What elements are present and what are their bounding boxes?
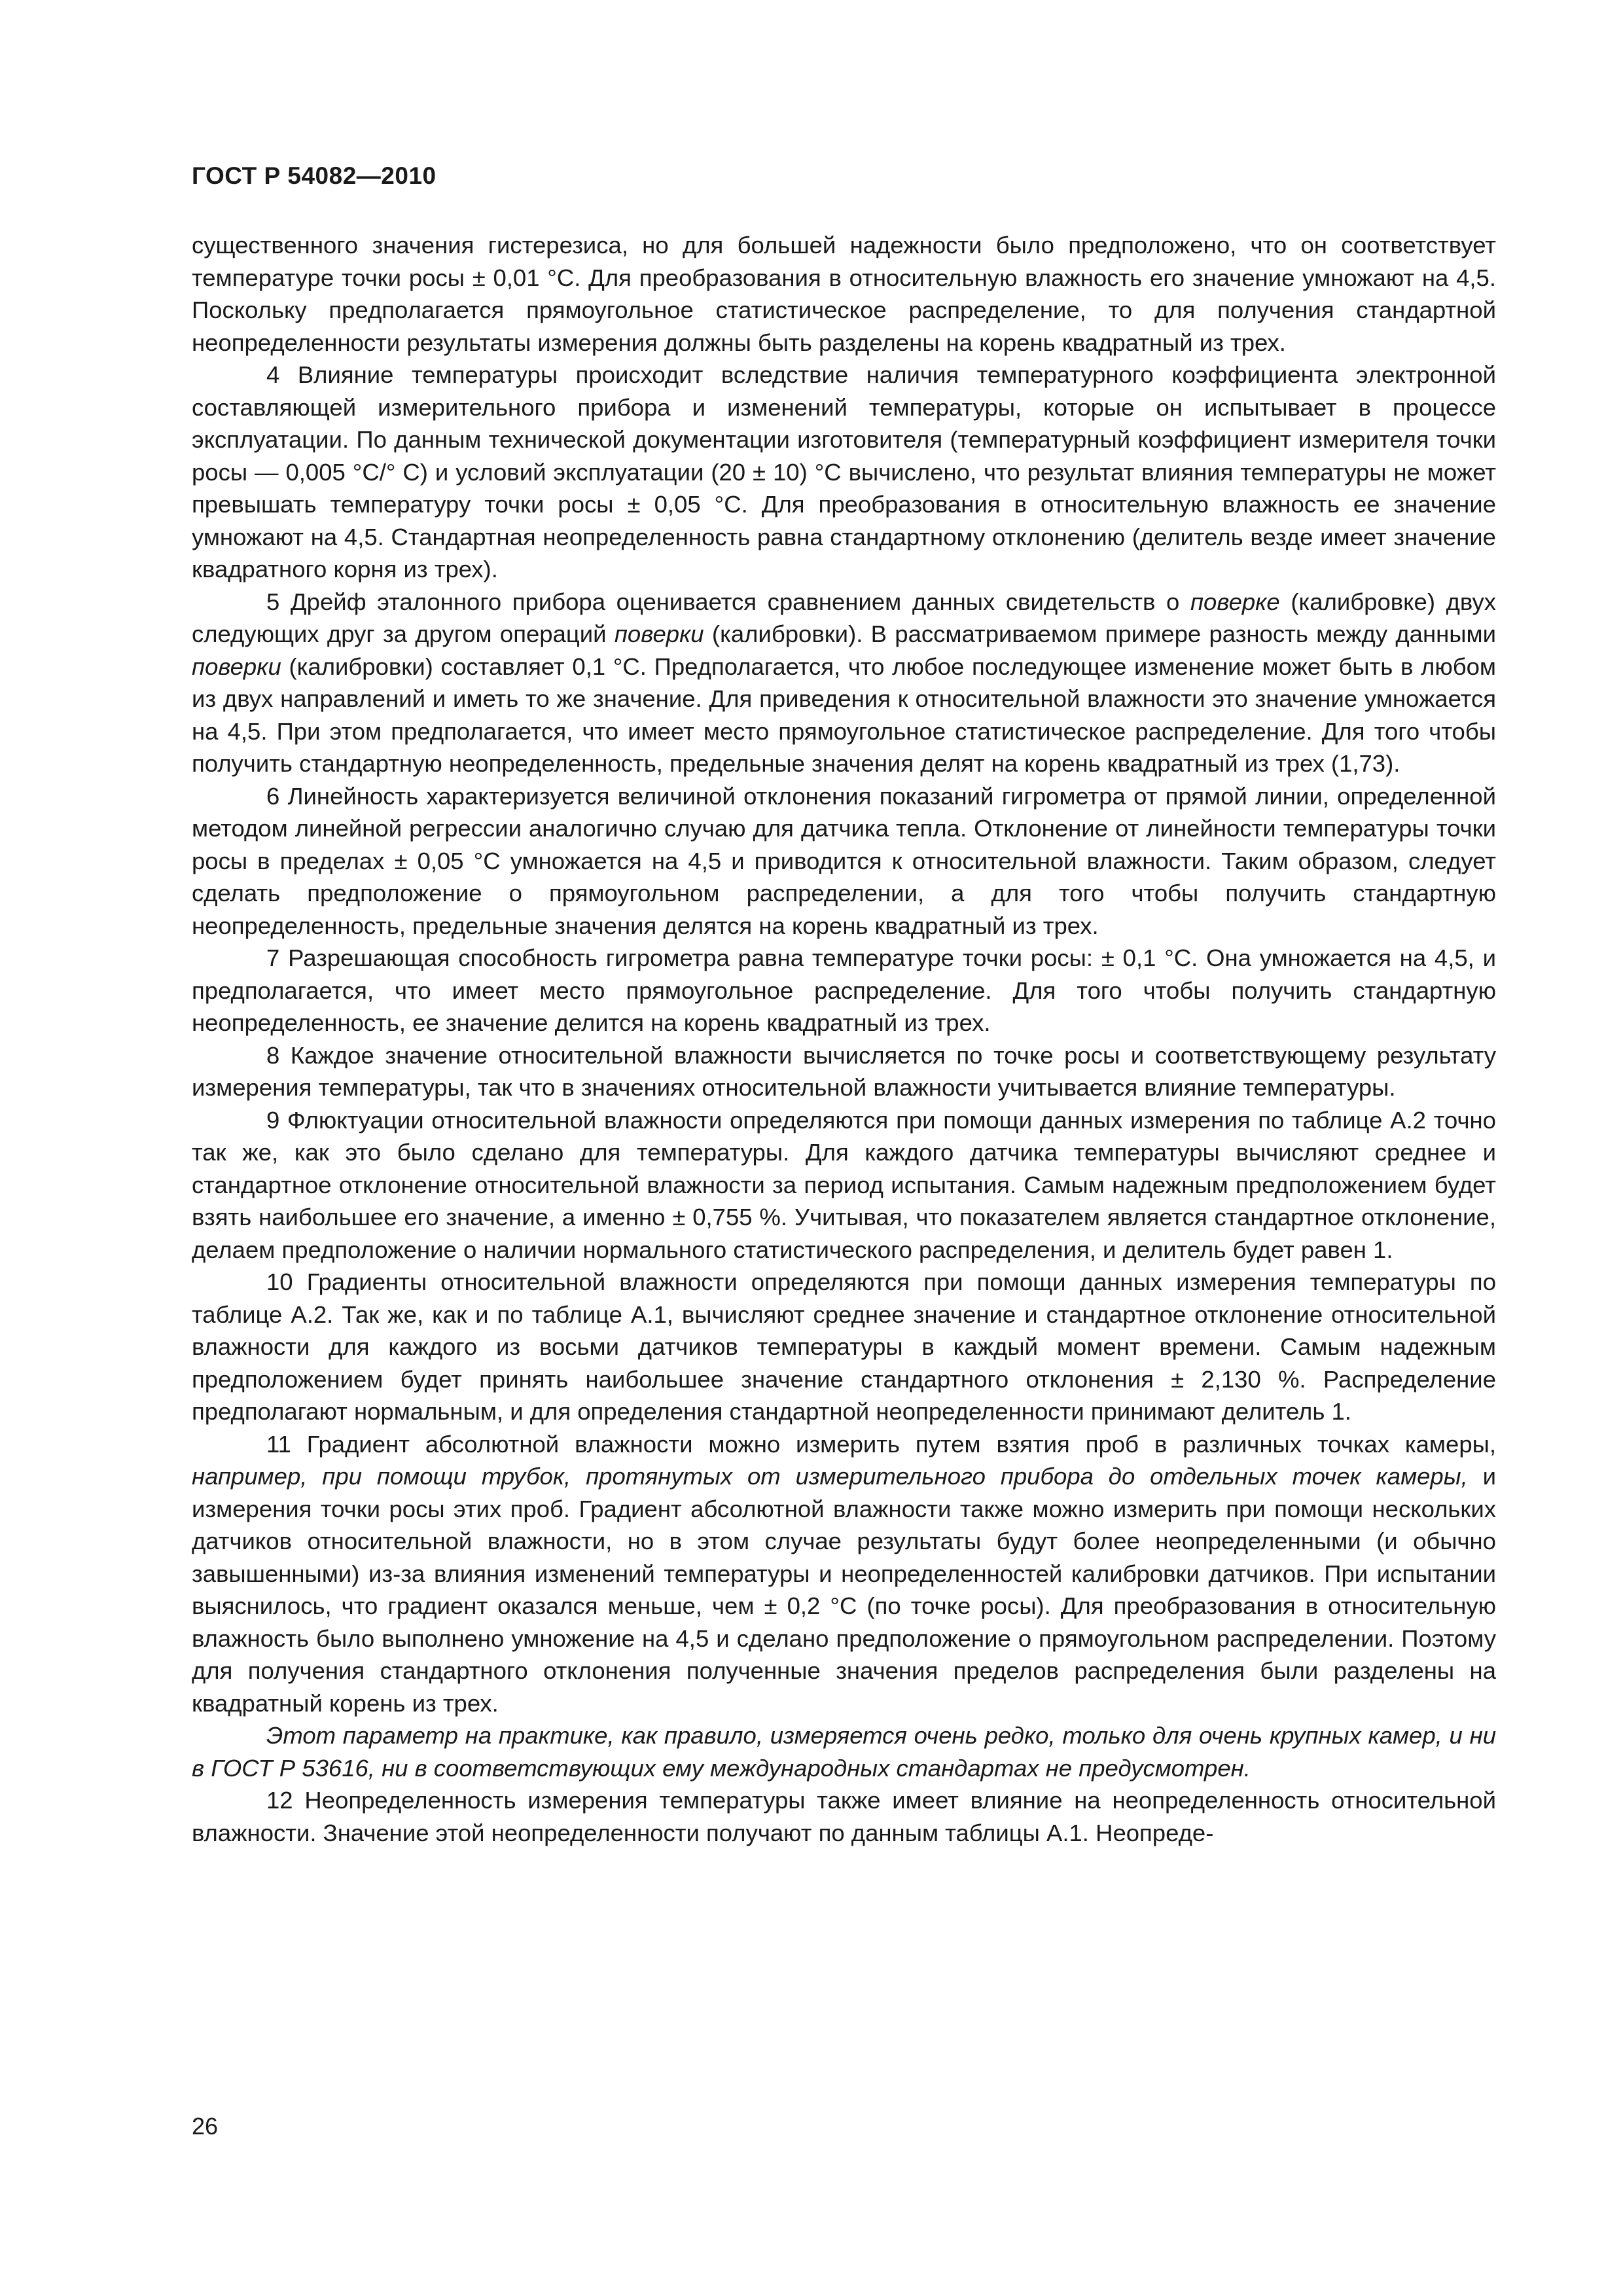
paragraph-5-text: (калибровке) двух следующих друг за другом операций — [192, 588, 1496, 647]
paragraph-5-italic-term: поверке — [1190, 588, 1280, 615]
paragraph-11 — [192, 1428, 1496, 1720]
italic-note: Этот параметр на практике, как правило, измеряется очень редко, только для очень крупных камер, и ни в ГОСТ Р 53616, ни в соответствующих ему международных стандартах не предусмотрен. — [192, 1722, 1496, 1782]
paragraph-9: 9 Флюктуации относительной влажности определяются при помощи данных измерения по таблице А.2 точно так же, как это было сделано для температуры. Для каждого датчика температуры вычисляют среднее и стандартное отклонение относительной влажности за период испытания. Самым надежным предположением будет взять наибольшее его значение, а именно ± 0,755 %. Учитывая, что показателем является стандартное отклонение, делаем предположение о наличии нормального статистического распределения, и делитель будет равен 1. — [192, 1106, 1496, 1263]
paragraph-11-text: и измерения точки росы этих проб. Градиент абсолютной влажности также можно измерить при помощи нескольких датчиков относительной влажности, но в этом случае результаты будут более неопределенными (и обычно завышенными) из-за влияния изменений температуры и неопределенностей калибровки датчиков. При испытании выяснилось, что градиент оказался меньше, чем ± 0,2 °С (по точке росы). Для преобразования в относительную влажность было выполнено умножение на 4,5 и сделано предположение о прямоугольном распределении. Поэтому для получения стандартного отклонения полученные значения пределов распределения были разделены на квадратный корень из трех. — [192, 1463, 1496, 1717]
paragraph-11-italic-insert: например, при помощи трубок, протянутых от измерительного прибора до отдельных точек камеры, — [192, 1463, 1468, 1490]
document-body — [192, 229, 1496, 1849]
paragraph-5-italic-term: поверки — [192, 653, 281, 680]
paragraph-5-italic-term: поверки — [614, 620, 704, 647]
paragraph-5 — [192, 586, 1496, 780]
page-number: 26 — [192, 2113, 219, 2140]
paragraph-8: 8 Каждое значение относительной влажности вычисляется по точке росы и соответствующему результату измерения температуры, так что в значениях относительной влажности учитывается влияние температуры. — [192, 1041, 1496, 1101]
document-header: ГОСТ Р 54082—2010 — [192, 162, 437, 189]
paragraph-continuation: существенного значения гистерезиса, но для большей надежности было предположено, что он соответствует температуре точки росы ± 0,01 °С. Для преобразования в относительную влажность его значение умножают на 4,5. Поскольку предполагается прямоугольное статистическое распределение, то для получения стандартной неопределенности результаты измерения должны быть разделены на корень квадратный из трех. — [192, 232, 1496, 356]
paragraph-5-text: (калибровки) составляет 0,1 °С. Предполагается, что любое последующее изменение может быть в любом из двух направлений и иметь то же значение. Для приведения к относительной влажности это значение умножается на 4,5. При этом предполагается, что имеет место прямоугольное статистическое распределение. Для того чтобы получить стандартную неопределенность, предельные значения делят на корень квадратный из трех (1,73). — [192, 653, 1496, 777]
paragraph-12: 12 Неопределенность измерения температуры также имеет влияние на неопределенность относительной влажности. Значение этой неопределенности получают по данным таблицы А.1. Неопреде- — [192, 1787, 1496, 1846]
paragraph-11-text: 11 Градиент абсолютной влажности можно измерить путем взятия проб в различных точках камеры, — [266, 1430, 1496, 1458]
paragraph-5-text: 5 Дрейф эталонного прибора оценивается сравнением данных свидетельств о — [266, 588, 1190, 615]
paragraph-6: 6 Линейность характеризуется величиной отклонения показаний гигрометра от прямой линии, определенной методом линейной регрессии аналогично случаю для датчика тепла. Отклонение от линейности температуры точки росы в пределах ± 0,05 °С умножается на 4,5 и приводится к относительной влажности. Таким образом, следует сделать предположение о прямоугольном распределении, а для того чтобы получить стандартную неопределенность, предельные значения делятся на корень квадратный из трех. — [192, 782, 1496, 939]
paragraph-4: 4 Влияние температуры происходит вследствие наличия температурного коэффициента электронной составляющей измерительного прибора и изменений температуры, которые он испытывает в процессе эксплуатации. По данным технической документации изготовителя (температурный коэффициент измерителя точки росы — 0,005 °С/° С) и условий эксплуатации (20 ± 10) °С вычислено, что результат влияния температуры не может превышать температуру точки росы ± 0,05 °С. Для преобразования в относительную влажность ее значение умножают на 4,5. Стандартная неопределенность равна стандартному отклонению (делитель везде имеет значение квадратного корня из трех). — [192, 361, 1496, 583]
paragraph-10: 10 Градиенты относительной влажности определяются при помощи данных измерения температуры по таблице А.2. Так же, как и по таблице А.1, вычисляют среднее значение и стандартное отклонение относительной влажности для каждого из восьми датчиков температуры в каждый момент времени. Самым надежным предположением будет принять наибольшее значение стандартного отклонения ± 2,130 %. Распределение предполагают нормальным, и для определения стандартной неопределенности принимают делитель 1. — [192, 1268, 1496, 1425]
paragraph-7: 7 Разрешающая способность гигрометра равна температуре точки росы: ± 0,1 °С. Она умножается на 4,5, и предполагается, что имеет место прямоугольное распределение. Для того чтобы получить стандартную неопределенность, ее значение делится на корень квадратный из трех. — [192, 944, 1496, 1036]
paragraph-5-text: (калибровки). В рассматриваемом примере разность между данными — [704, 620, 1496, 647]
